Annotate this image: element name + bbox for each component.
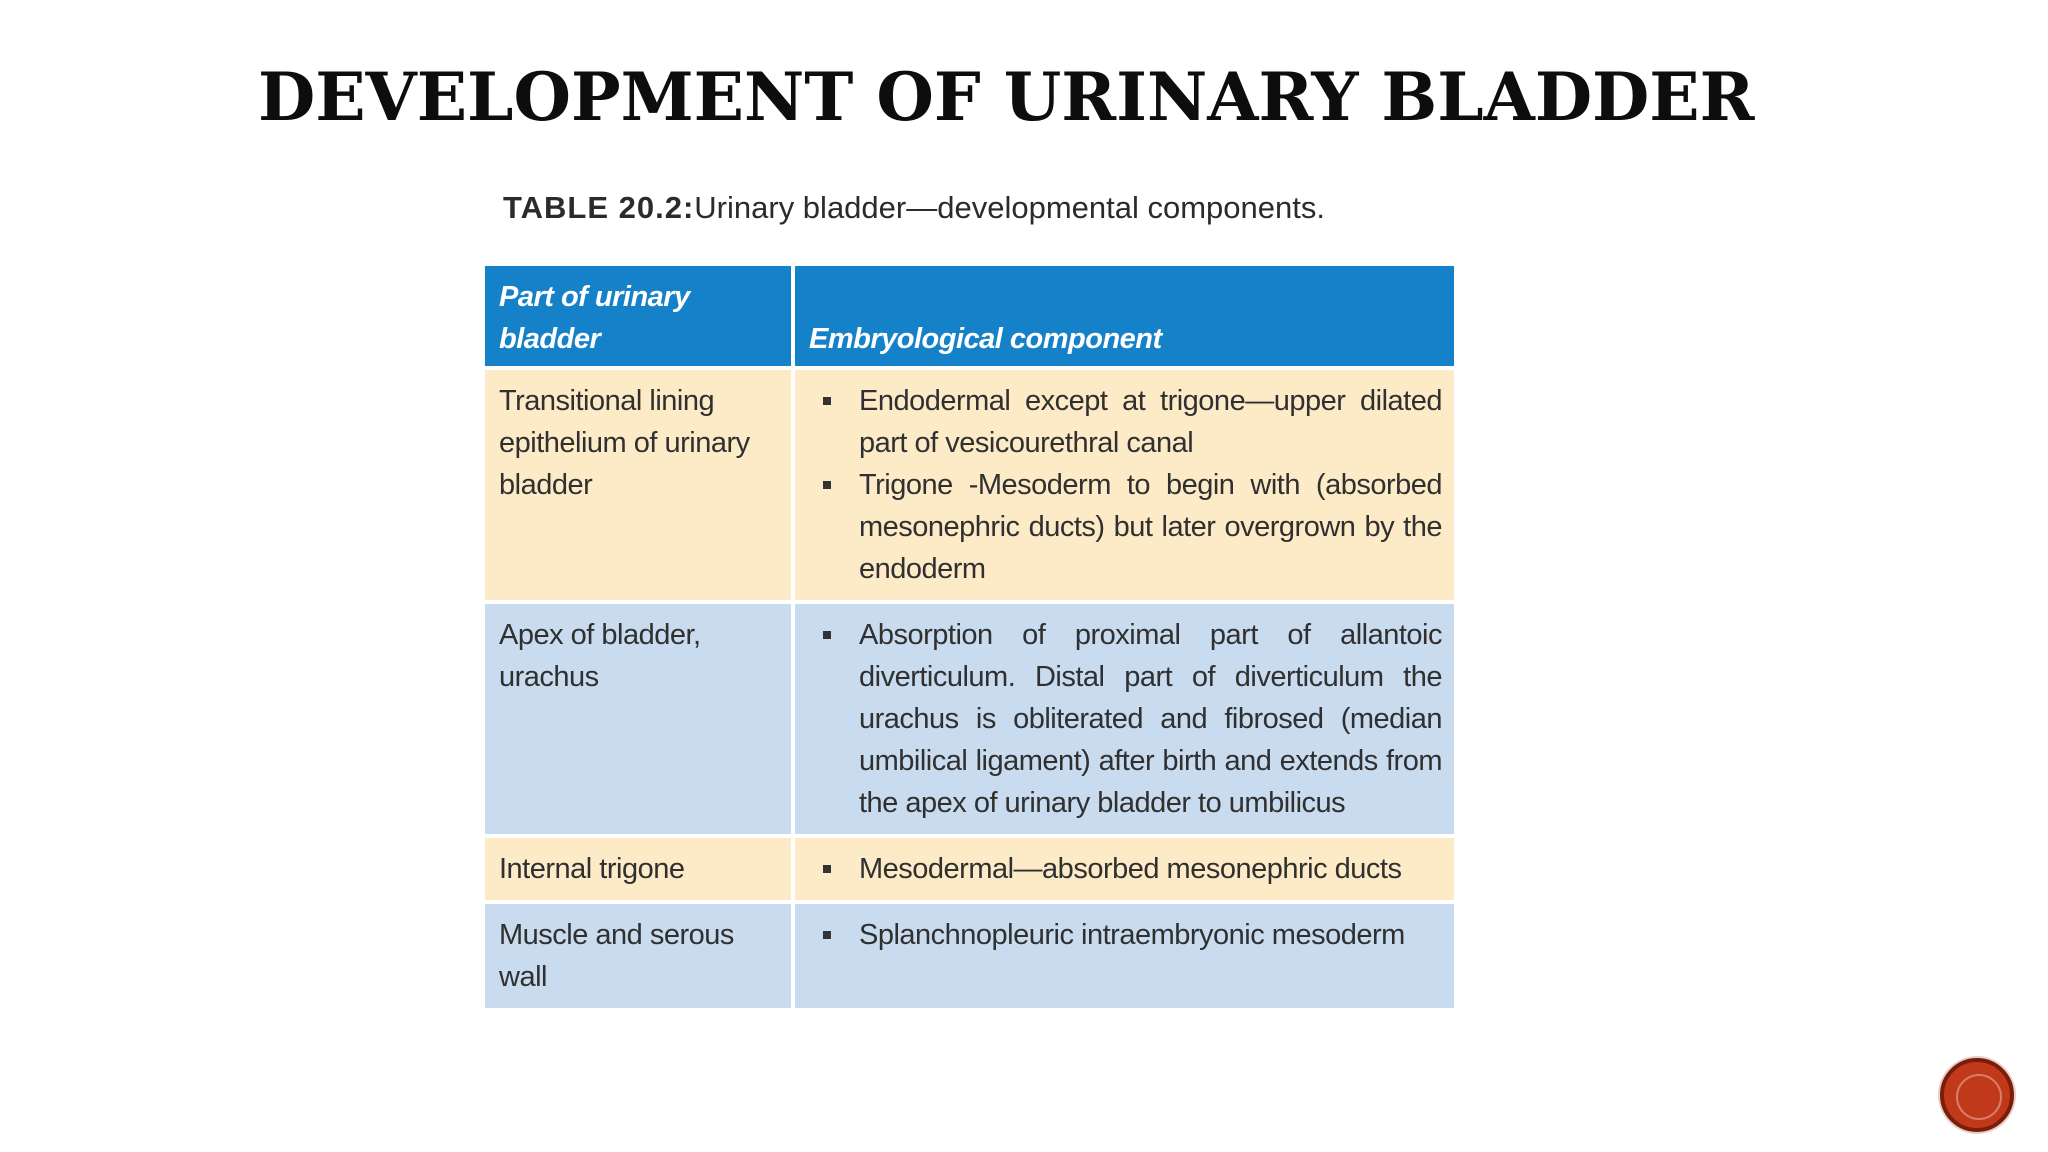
row-part-cell: Apex of bladder, urachus: [485, 602, 793, 836]
table-row: [485, 602, 1454, 836]
row-component-cell: [793, 602, 1454, 836]
row-component-cell: [793, 836, 1454, 902]
development-table: [485, 266, 1454, 1008]
slide-nav-badge-icon[interactable]: [1940, 1058, 2014, 1132]
table-row: [485, 368, 1454, 602]
table-caption-text: Urinary bladder—developmental components.: [694, 190, 1325, 225]
table-caption: [503, 190, 1325, 226]
row-part-cell: Muscle and serous wall: [485, 902, 793, 1008]
component-item: Endodermal except at trigone—upper dilated part of vesicourethral canal: [809, 380, 1442, 464]
component-list: [809, 614, 1442, 824]
component-item: Trigone -Mesoderm to begin with (absorbed mesonephric ducts) but later overgrown by the endoderm: [809, 464, 1442, 590]
table-caption-label: TABLE 20.2:: [503, 190, 695, 225]
component-list: [809, 380, 1442, 590]
table-row: [485, 836, 1454, 902]
component-list: [809, 848, 1442, 890]
table-header-row: [485, 266, 1454, 368]
table-container: [485, 266, 1454, 1008]
component-list: [809, 914, 1442, 956]
row-part-cell: Transitional lining epithelium of urinary bladder: [485, 368, 793, 602]
header-component: Embryological component: [793, 266, 1454, 368]
component-item: Absorption of proximal part of allantoic diverticulum. Distal part of diverticulum the urachus is obliterated and fibrosed (median umbilical ligament) after birth and extends from the apex of urinary bladder to umbilicus: [809, 614, 1442, 824]
row-component-cell: [793, 902, 1454, 1008]
component-item: Splanchnopleuric intraembryonic mesoderm: [809, 914, 1442, 956]
table-row: [485, 902, 1454, 1008]
row-component-cell: [793, 368, 1454, 602]
row-part-cell: Internal trigone: [485, 836, 793, 902]
slide-title: DEVELOPMENT OF URINARY BLADDER: [258, 58, 1755, 136]
component-item: Mesodermal—absorbed mesonephric ducts: [809, 848, 1442, 890]
header-part: Part of urinary bladder: [485, 266, 793, 368]
